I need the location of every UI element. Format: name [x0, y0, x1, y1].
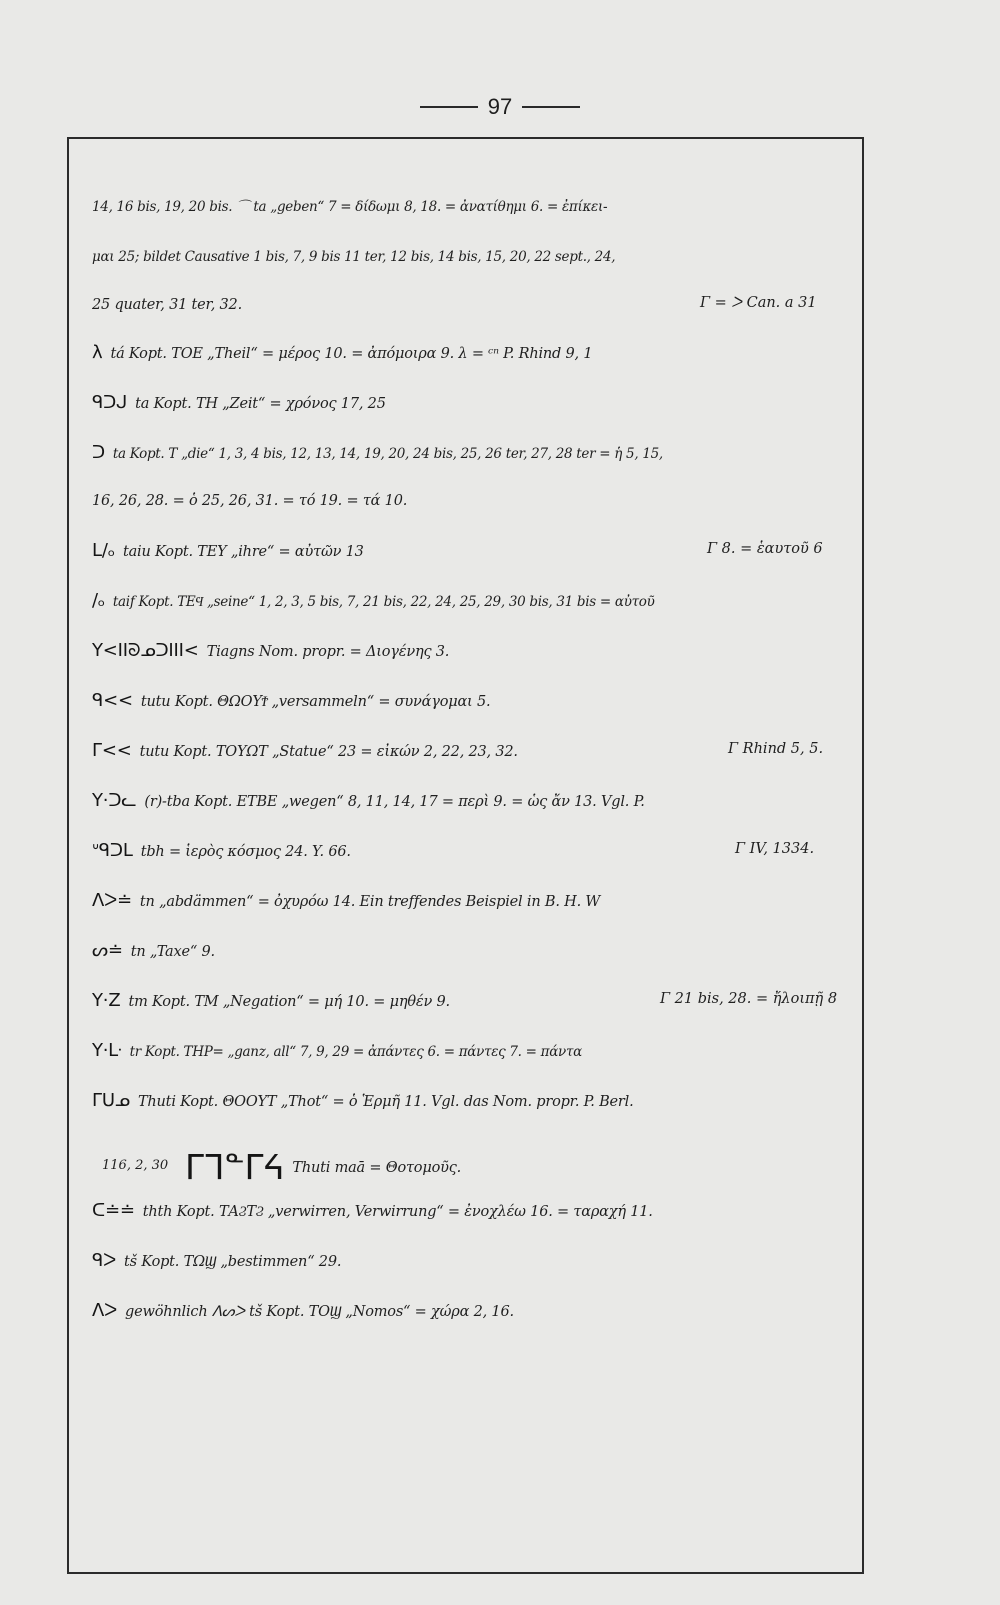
- demotic-glyph-large: ᒥᒣᓐᒥᔦ: [185, 1148, 285, 1188]
- entry-thth: [92, 1190, 852, 1232]
- line-text: tn „Taxe“ 9.: [130, 944, 215, 960]
- line-text: tbh = ἱερὸς κόσμος 24. Y. 66.: [140, 844, 351, 860]
- left-rule: [420, 106, 478, 108]
- line-text: Tiagns Nom. propr. = Διογένης 3.: [206, 644, 450, 660]
- line-text: tm Kopt. ΤΜ „Negation“ = μή 10. = μηθέν 9.: [128, 994, 450, 1010]
- demotic-glyph: ᐱᐳ≐: [92, 890, 132, 911]
- line-text: 25 quater, 31 ter, 32.: [92, 297, 242, 313]
- demotic-glyph: ᐡᑫᑐᒪ: [92, 840, 133, 861]
- demotic-glyph: ᑫᑐᒍ: [92, 392, 128, 413]
- right-rule: [522, 106, 580, 108]
- entry-tr: [92, 1030, 852, 1072]
- demotic-glyph: /ₒ: [92, 590, 105, 611]
- line-text: tr Kopt. ΤΗΡ= „ganz, all“ 7, 9, 29 = ἀπάντες 6. = πάντες 7. = πάντα: [129, 1044, 582, 1060]
- line-text: μαι 25; bildet Causative 1 bis, 7, 9 bis 11 ter, 12 bis, 14 bis, 15, 20, 22 sept., 24,: [92, 249, 616, 265]
- entry-taif: [92, 580, 852, 622]
- line-text: (r)-tba Kopt. ΕΤΒΕ „wegen“ 8, 11, 14, 17 = περὶ 9. = ὡς ἄν 13. Vgl. P.: [144, 794, 645, 810]
- line-text: 16, 26, 28. = ὁ 25, 26, 31. = τό 19. = τά 10.: [92, 493, 408, 509]
- right-note: Γ IV, 1334.: [735, 841, 815, 857]
- right-note: Γ Rhind 5, 5.: [728, 741, 824, 757]
- entry-tm: [92, 980, 652, 1022]
- right-note: Γ = ᐳ Can. a 31: [700, 295, 817, 311]
- demotic-glyph: λ: [92, 342, 103, 363]
- entry-tbh: [92, 830, 692, 872]
- page-number: 97: [487, 94, 513, 119]
- entry-tutu-versammeln: [92, 680, 852, 722]
- demotic-glyph: Y<IIᘐᓄᑐIII<: [92, 640, 199, 661]
- entry-ta-zeit: [92, 382, 852, 424]
- entry-tn-taxe: [92, 930, 852, 972]
- demotic-glyph: Y·ᑐᓚ: [92, 790, 137, 811]
- line-text: tá Kopt. ΤΟΕ „Theil“ = μέρος 10. = ἀπόμοιρα 9. λ = ᶜⁿ P. Rhind 9, 1: [110, 346, 593, 362]
- line-text: Thuti Kopt. ΘΟΟΥΤ „Thot“ = ὁ Ἑρμῆ 11. Vgl. das Nom. propr. P. Berl.: [137, 1094, 634, 1110]
- entry-tiagns: [92, 630, 852, 672]
- text-line: [92, 236, 852, 278]
- entry-ts-bestimmen: [92, 1240, 852, 1282]
- entry-ts-nomos: [92, 1290, 852, 1332]
- text-line: [92, 186, 852, 228]
- entry-tn-abdaemmen: [92, 880, 852, 922]
- line-text: Thuti maā = Θοτομοῦς.: [292, 1160, 462, 1176]
- entry-ta-die: [92, 432, 852, 474]
- demotic-glyph: ᒥᑌᓄ: [92, 1090, 130, 1111]
- entry-tba: [92, 780, 852, 822]
- line-text: tn „abdämmen“ = ὀχυρόω 14. Ein treffendes Beispiel in B. H. W: [139, 894, 601, 910]
- text-line: [92, 284, 632, 326]
- demotic-glyph: ᒥ<<: [92, 740, 132, 761]
- margin-note: 116, 2, 30: [102, 1158, 169, 1173]
- demotic-glyph: Y·ᒷ: [92, 1040, 122, 1061]
- right-note: Γ 21 bis, 28. = ἤλοιπῇ 8: [660, 991, 838, 1007]
- text-line: [92, 480, 852, 522]
- line-text: tutu Kopt. ΤΟΥΩΤ „Statue“ 23 = εἰκών 2, 22, 23, 32.: [139, 744, 518, 760]
- line-text: taiu Kopt. ΤΕΥ „ihre“ = αὐτῶν 13: [122, 544, 364, 560]
- line-text: tš Kopt. ΤΩϢ „bestimmen“ 29.: [124, 1254, 342, 1270]
- line-text: ta Kopt. ΤΗ „Zeit“ = χρόνος 17, 25: [135, 396, 386, 412]
- entry-thuti: [92, 1080, 852, 1122]
- line-text: thth Kopt. ΤΑϨΤϨ „verwirren, Verwirrung“ = ἐνοχλέω 16. = ταραχή 11.: [142, 1204, 653, 1220]
- page-number-header: [0, 94, 1000, 120]
- demotic-glyph: ᑫᐳ: [92, 1250, 117, 1271]
- demotic-glyph: ᐱᐳ: [92, 1300, 118, 1321]
- line-text: 14, 16 bis, 19, 20 bis. ⌒ ta „geben“ 7 = δίδωμι 8, 18. = ἀνατίθημι 6. = ἐπίκει-: [92, 199, 608, 215]
- demotic-glyph: ᔕ≐: [92, 940, 123, 961]
- demotic-glyph: Y·Z: [92, 990, 121, 1011]
- entry-thuti-maa: [185, 1140, 785, 1196]
- line-text: taif Kopt. ΤΕϤ „seine“ 1, 2, 3, 5 bis, 7, 21 bis, 22, 24, 25, 29, 30 bis, 31 bis = αὐτοῦ: [112, 594, 655, 610]
- line-text: gewöhnlich ᐱᔕᐳ tš Kopt. ΤΟϢ „Nomos“ = χώρα 2, 16.: [125, 1304, 514, 1320]
- line-text: tutu Kopt. ΘΩΟΥϮ „versammeln“ = συνάγομαι 5.: [140, 694, 491, 710]
- entry-tutu-statue: [92, 730, 692, 772]
- demotic-glyph: ᑐ: [92, 442, 105, 463]
- demotic-glyph: ᒪ/ₒ: [92, 540, 115, 561]
- entry-ta-theil: [92, 332, 852, 374]
- right-note: Γ 8. = ἑαυτοῦ 6: [707, 541, 823, 557]
- demotic-glyph: ᑫ<<: [92, 690, 133, 711]
- line-text: ta Kopt. Τ „die“ 1, 3, 4 bis, 12, 13, 14, 19, 20, 24 bis, 25, 26 ter, 27, 28 ter = ἡ 5, 15,: [112, 446, 663, 462]
- entry-taiu: [92, 530, 672, 572]
- demotic-glyph: ᑕ≐≐: [92, 1200, 135, 1221]
